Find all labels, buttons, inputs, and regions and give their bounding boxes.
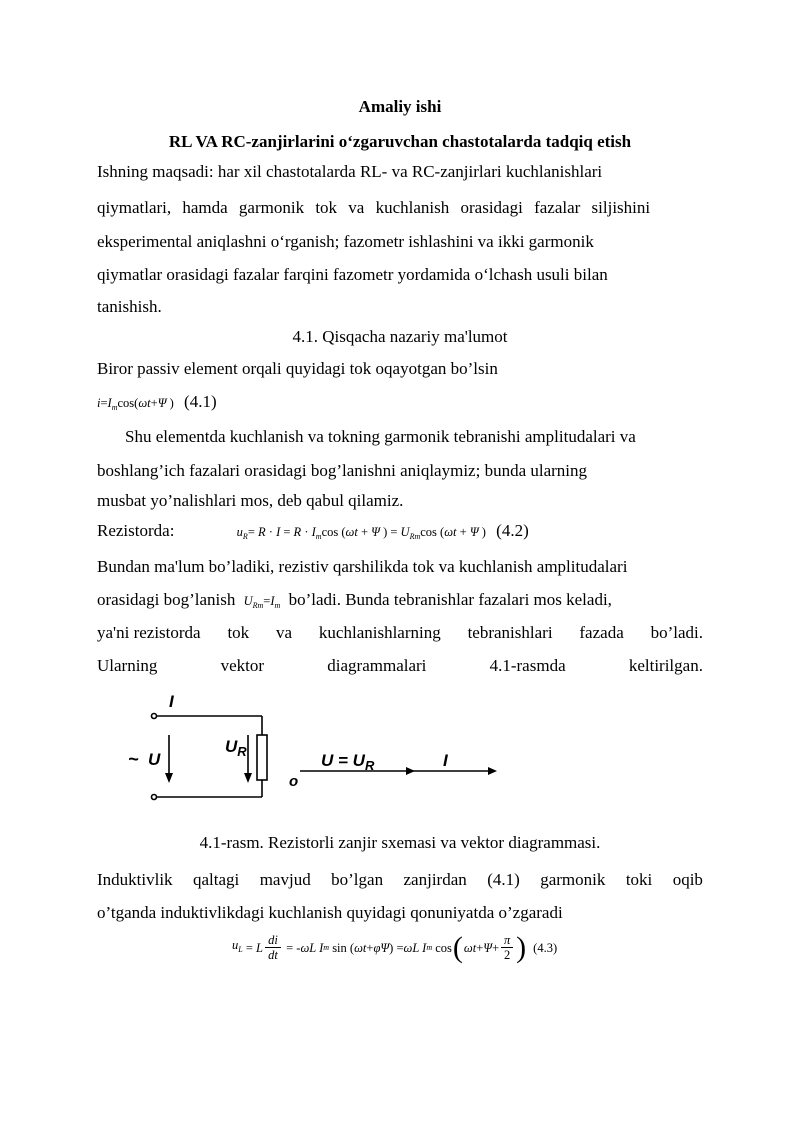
equation-4-3-formula: $u_L$ = L $\frac{di}{dt}$ = - ωL I m sin ( ωt + φΨ ) = ωL I m cos ( ωt + Ψ + $\frac{\pi}{2}$ ) (4.3)	[232, 930, 558, 964]
word: zanjirdan	[403, 870, 467, 889]
source-label: U	[148, 750, 161, 769]
word: va	[276, 623, 293, 642]
ur-label-sub: R	[237, 744, 247, 759]
word: Induktivlik	[97, 870, 173, 889]
source-arrow-head	[165, 773, 173, 783]
goal-line: tanishish.	[97, 297, 162, 316]
equation-4-2-formula: $u_R= R \cdot I = R \cdot I_m\cos$ (ωt + Ψ ) = $U_{Rm}\cos$ (ωt + Ψ )	[236, 525, 486, 541]
para3-line: Bundan ma'lum bo’ladiki, rezistiv qarshilikda tok va kuchlanish amplitudalari	[97, 557, 628, 576]
equation-4-3	[232, 930, 558, 964]
goal-line: Ishning maqsadi: har xil chastotalarda RL- va RC-zanjirlari kuchlanishlari	[97, 162, 603, 181]
word: tebranishlari	[467, 623, 553, 642]
word: oqib	[672, 870, 703, 889]
resistor-arrow-head	[244, 773, 252, 783]
para2-line: musbat yo’nalishlari mos, deb qabul qilamiz.	[97, 491, 404, 510]
equation-4-2-number: (4.2)	[496, 521, 529, 540]
word: (4.1)	[487, 870, 520, 889]
vector-i-arrow-head	[488, 767, 497, 775]
equation-4-2-label: Rezistorda:	[97, 521, 175, 540]
word: qaltagi	[193, 870, 240, 889]
section-heading: 4.1. Qisqacha nazariy ma'lumot	[292, 327, 508, 346]
goal-line: qiymatlar orasidagi fazalar farqini fazometr yordamida o‘lchash usuli bilan	[97, 265, 608, 284]
top-terminal	[152, 714, 157, 719]
equation-inline-urm: $U_{Rm}=I_m$	[243, 594, 281, 610]
resistor	[257, 735, 267, 780]
equation-4-2	[97, 521, 529, 547]
origin-label: o	[289, 773, 299, 790]
vector-u-label	[321, 751, 375, 773]
vector-i-label: I	[443, 751, 448, 770]
word: bo’ladi.	[650, 623, 703, 642]
vector-u-label-sub: R	[364, 758, 375, 773]
equation-4-3-number: (4.3)	[533, 940, 558, 955]
word: diagrammalari	[327, 656, 427, 675]
para4-line1	[97, 870, 703, 890]
word: ya'ni rezistorda	[97, 623, 201, 642]
equation-4-1-number: (4.1)	[184, 392, 217, 411]
word: toki	[625, 870, 653, 889]
para3-line	[97, 590, 703, 616]
para3-line4	[97, 656, 703, 676]
word: tok	[227, 623, 250, 642]
para2-line: boshlang’ich fazalari orasidagi bog’lanishni aniqlaymiz; bunda ularning	[97, 461, 588, 480]
word: mavjud	[259, 870, 311, 889]
goal-line-text: qiymatlari, hamda garmonik tok va kuchlanish orasidagi fazalar siljishini	[97, 198, 651, 217]
vector-u-arrow-head	[406, 767, 415, 775]
word: garmonik	[540, 870, 606, 889]
para3-line2-end: bo’ladi. Bunda tebranishlar fazalari mos keladi,	[288, 590, 612, 609]
equation-4-1	[97, 392, 217, 418]
para3-line3	[97, 623, 703, 643]
word: keltirilgan.	[628, 656, 703, 675]
page-title: Amaliy ishi	[358, 97, 442, 116]
word: fazada	[579, 623, 624, 642]
word: kuchlanishlarning	[318, 623, 441, 642]
para4-line2: o’tganda induktivlikdagi kuchlanish quyidagi qonuniyatda o’zgaradi	[97, 903, 563, 922]
page-subtitle: RL VA RC-zanjirlarini o‘zgaruvchan chastotalarda tadqiq etish	[168, 132, 632, 151]
current-label: I	[169, 692, 174, 711]
vector-u-label-main: U = U	[321, 751, 365, 770]
bottom-terminal	[152, 795, 157, 800]
ur-label	[225, 737, 247, 759]
goal-line	[97, 198, 703, 218]
para3-line2-start: orasidagi bog’lanish	[97, 590, 236, 609]
word: Ularning	[97, 656, 158, 675]
intro-line: Biror passiv element orqali quyidagi tok oqayotgan bo’lsin	[97, 359, 498, 378]
word: vektor	[220, 656, 265, 675]
goal-line: eksperimental aniqlashni o‘rganish; fazometr ishlashini va ikki garmonik	[97, 232, 594, 251]
para2-line: Shu elementda kuchlanish va tokning garmonik tebranishi amplitudalari va	[125, 427, 636, 446]
source-tilde: ~	[128, 749, 139, 769]
word: 4.1-rasmda	[489, 656, 566, 675]
figure-caption: 4.1-rasm. Rezistorli zanjir sxemasi va vektor diagrammasi.	[199, 833, 601, 852]
ur-label-main: U	[225, 737, 238, 756]
equation-4-1-formula: $i=I_m\cos(\omega t+\Psi$ )	[97, 396, 174, 412]
word: bo’lgan	[331, 870, 384, 889]
figure-4-1	[0, 685, 800, 825]
